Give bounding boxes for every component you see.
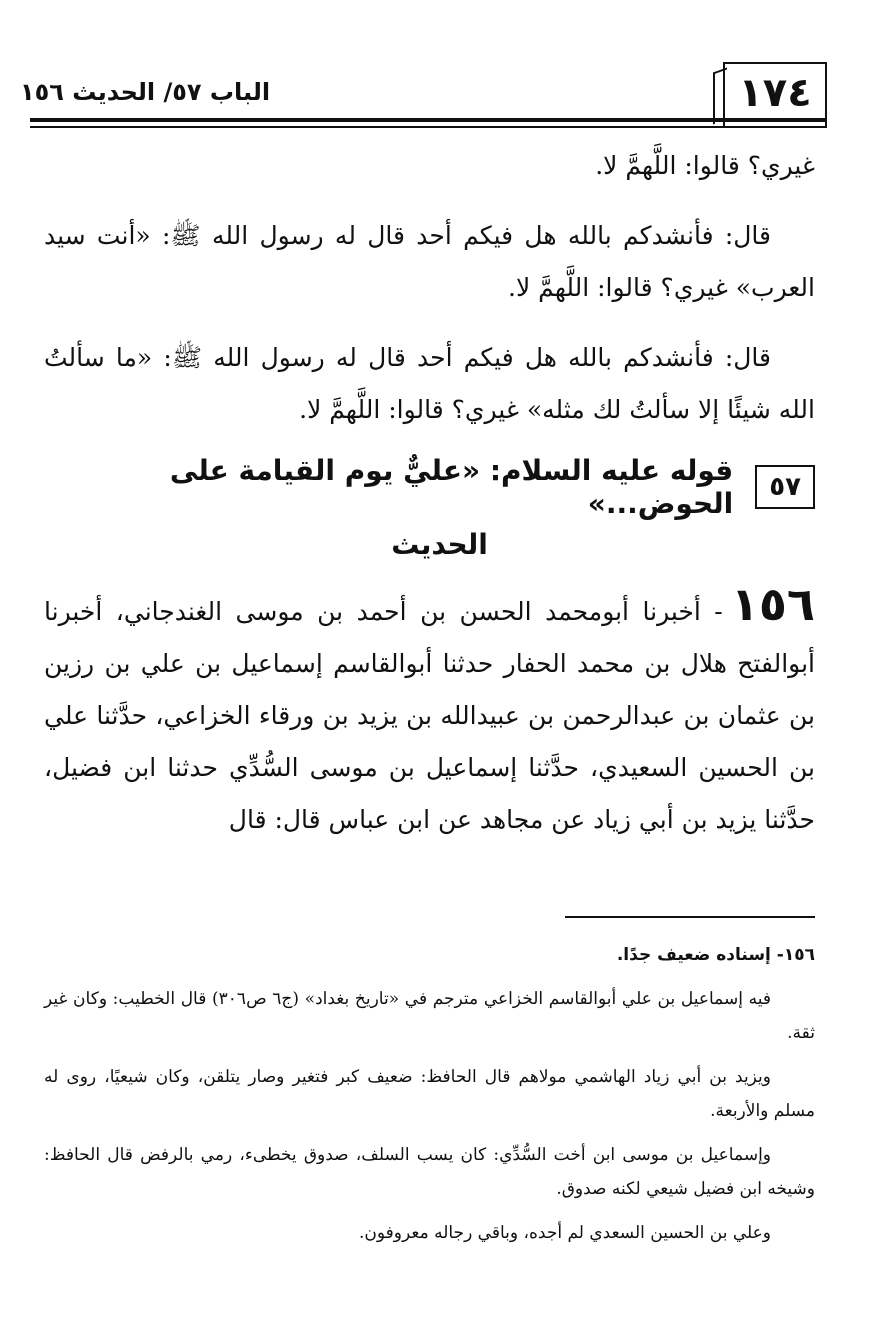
- body-paragraph-1: غيري؟ قالوا: اللَّهمَّ لا.: [595, 151, 815, 180]
- page-number: ١٧٤: [738, 70, 812, 116]
- footnote-1: فيه إسماعيل بن علي أبوالقاسم الخزاعي مترجم في «تاريخ بغداد» (ج٦ ص٣٠٦) قال الخطيب: وكان غير ثقة.: [44, 989, 815, 1043]
- footnote-separator: [565, 916, 815, 918]
- body-paragraph-3: قال: فأنشدكم بالله هل فيكم أحد قال له رسول الله ﷺ: «ما سألتُ الله شيئًا إلا سألتُ لك مثله» غيري؟ قالوا: اللَّهمَّ لا.: [44, 343, 815, 424]
- body-text-top: [44, 140, 815, 454]
- footnote-2: ويزيد بن أبي زياد الهاشمي مولاهم قال الحافظ: ضعيف كبر فتغير وصار يتلقن، وكان شيعيًا، روى له مسلم والأربعة.: [44, 1067, 815, 1121]
- header-rule-thick: [30, 118, 827, 122]
- chapter-title: قوله عليه السلام: «عليٌّ يوم القيامة على الحوض...»: [169, 454, 734, 520]
- footnote-3: وإسماعيل بن موسى ابن أخت السُّدِّي: كان يسب السلف، صدوق يخطىء، رمي بالرفض قال الحافظ: وشيخه ابن فضيل شيعي لكنه صدوق.: [44, 1145, 815, 1199]
- hadith-text: - أخبرنا أبومحمد الحسن بن أحمد بن موسى الغندجاني، أخبرنا أبوالفتح هلال بن محمد الحفار حدثنا أبوالقاسم إسماعيل بن علي بن رزين بن عثمان بن عبدالرحمن بن عبيدالله بن يزيد بن ورقاء الخزاعي، حدَّثنا علي بن الحسين السعيدي، حدَّثنا إسماعيل بن موسى السُّدِّي حدثنا ابن فضيل، حدَّثنا يزيد بن أبي زياد عن مجاهد عن ابن عباس قال: قال: [44, 597, 815, 834]
- body-paragraph-2: قال: فأنشدكم بالله هل فيكم أحد قال له رسول الله ﷺ: «أنت سيد العرب» غيري؟ قالوا: اللَّهمَّ لا.: [44, 221, 815, 302]
- hadith-number: ١٥٦: [730, 577, 815, 631]
- header-rule-thin: [30, 126, 827, 128]
- chapter-heading: [44, 454, 815, 520]
- footnotes: [44, 938, 815, 1260]
- running-head: الباب ٥٧/ الحديث ١٥٦: [20, 78, 271, 106]
- section-title: الحديث: [391, 528, 488, 561]
- footnote-head: ١٥٦- إسناده ضعيف جدًا.: [616, 945, 815, 965]
- chapter-number-box: ٥٧: [755, 465, 815, 509]
- page-number-frame: [723, 62, 827, 126]
- hadith-block: [44, 578, 815, 864]
- footnote-4: وعلي بن الحسين السعدي لم أجده، وباقي رجاله معروفون.: [358, 1223, 771, 1243]
